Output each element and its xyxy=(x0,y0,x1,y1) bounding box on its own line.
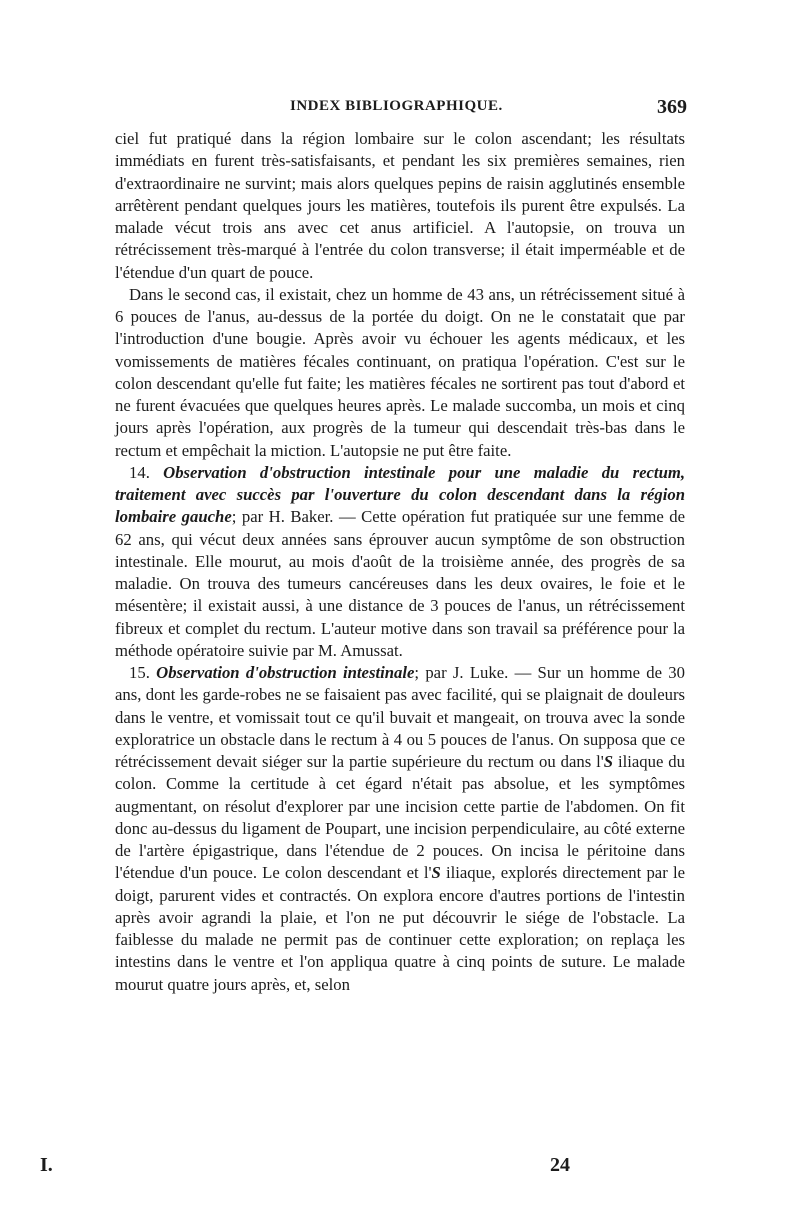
text-run: iliaque, explorés directement par le doigt, parurent vides et contractés. On explora encore d'autres portions de l'intestin après avoir agrandi la plaie, et l'on ne put découvrir le siége de l'obstacle. La faiblesse du malade ne permit pas de continuer cette exploration; on replaça les intestins dans le ventre et l'on appliqua quatre à cinq points de suture. Le malade mourut quatre jours après, et, selon xyxy=(115,863,685,994)
text-run: iliaque du colon. Comme la certitude à cet égard n'était pas absolue, et les symptômes augmentant, on résolut d'explorer par une incision cette partie de l'abdomen. On fit donc au-dessus du ligament de Poupart, une incision perpendiculaire, au côté externe de l'artère épigastrique, dans l'étendue de 2 pouces. On incisa le péritoine dans l'étendue d'un pouce. Le colon descendant et l' xyxy=(115,752,685,883)
text-run: 14. xyxy=(129,462,164,482)
page-content xyxy=(115,96,685,996)
italic-text: Observation d'obstruction intestinale xyxy=(156,663,415,682)
text-run: ; par J. Luke. — Sur un homme de 30 ans, dont les garde-robes ne se faisaient pas avec facilité, qui se plaignait de douleurs dans le ventre, et vomissait tout ce qu'il buvait et mangeait, on trouva avec la sonde exploratrice un obstacle dans le rectum à 4 ou 5 pouces de l'anus. On supposa que ce rétrécissement devait siéger sur la partie supérieure du rectum ou dans l' xyxy=(115,663,685,771)
paragraph xyxy=(115,284,685,462)
text-run: ; par H. Baker. — Cette opération fut pratiquée sur une femme de 62 ans, qui vécut deux années sans éprouver aucun symptôme de son obstruction intestinale. Elle mourut, au mois d'août de la troisième année, des progrès de sa maladie. On trouva des tumeurs cancéreuses dans les deux ovaires, le foie et le mésentère; il existait aussi, à une distance de 3 pouces de l'anus, un rétrécissement fibreux et complet du rectum. L'auteur motive dans son travail sa préférence pour la méthode opératoire suivie par M. Amussat. xyxy=(115,507,686,660)
italic-text: S xyxy=(431,863,441,883)
sheet-number: 24 xyxy=(550,1154,570,1176)
paragraph xyxy=(115,128,685,284)
paragraph xyxy=(115,662,685,996)
paragraph xyxy=(115,462,685,662)
page-number: 369 xyxy=(657,96,687,118)
text-run: ciel fut pratiqué dans la région lombaire sur le colon ascendant; les résultats immédiats en furent très-satisfaisants, et pendant les six premières semaines, rien d'extraordinaire ne survint; mais alors quelques pepins de raisin agglutinés ensemble arrêtèrent pendant quelques jours les matières, toutefois ils purent être expulsés. La malade vécut trois ans avec cet anus artificiel. A l'autopsie, on trouva un rétrécissement très-marqué à l'entrée du colon transverse; il était imperméable et de l'étendue d'un quart de pouce. xyxy=(115,129,685,282)
body-text xyxy=(115,128,685,996)
running-title: INDEX BIBLIOGRAPHIQUE. xyxy=(290,98,503,114)
text-run: Dans le second cas, il existait, chez un homme de 43 ans, un rétrécissement situé à 6 pouces de l'anus, au-dessus de la portée du doigt. On ne le constatait que par l'introduction d'une bougie. Après avoir vu échouer les agents médicaux, et les vomissements de matières fécales continuant, on pratiqua l'opération. C'est sur le colon descendant qu'elle fut faite; les matières fécales ne sortirent pas tout d'abord et ne furent évacuées que quelques heures après. Le malade succomba, un mois et cinq jours après l'opération, aux progrès de la tumeur qui descendait très-bas dans le rectum et empêchait la miction. L'autopsie ne put être faite. xyxy=(115,284,685,460)
italic-text: S xyxy=(603,752,614,771)
signature-mark: I. xyxy=(40,1154,53,1176)
running-header xyxy=(115,96,685,124)
text-run: 15. xyxy=(129,663,157,682)
italic-text: Observation d'obstruction intestinale pour une maladie du rectum, traitement avec succès par l'ouverture du colon descendant dans la région lombaire gauche xyxy=(115,462,685,527)
